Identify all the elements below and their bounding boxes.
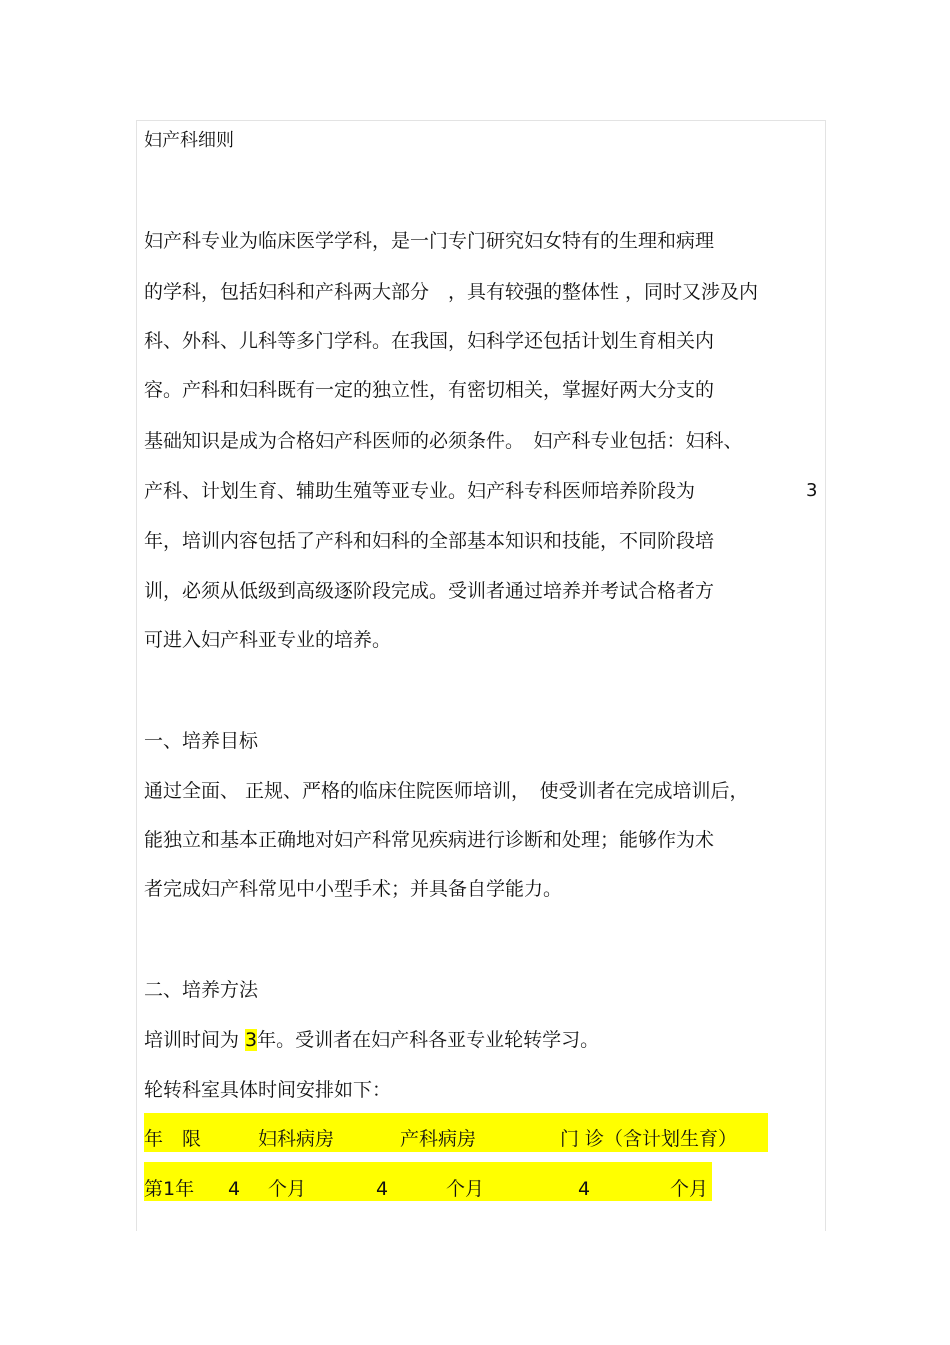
section2-line-2: 轮转科室具体时间安排如下：	[144, 1079, 392, 1101]
section1-line-1: 通过全面、 正规、严格的临床住院医师培训， 使受训者在完成培训后，	[144, 780, 749, 802]
section2-line-1-pre: 培训时间为	[144, 1029, 246, 1051]
intro-line-7: 年，培训内容包括了产科和妇科的全部基本知识和技能，不同阶段培	[144, 530, 715, 552]
section2-line-1-post: 年。受训者在妇产科各亚专业轮转学习。	[257, 1029, 600, 1051]
intro-line-6: 产科、计划生育、辅助生殖等亚专业。妇产科专科医师培养阶段为	[144, 480, 696, 502]
document-title: 妇产科细则	[144, 130, 234, 151]
table-cell-gyn-unit: 个月	[268, 1178, 307, 1200]
section2-heading: 二、培养方法	[144, 979, 259, 1001]
intro-line-5: 基础知识是成为合格妇产科医师的必须条件。 妇产科专业包括：妇科、	[144, 430, 743, 452]
intro-line-3: 科、外科、儿科等多门学科。在我国，妇科学还包括计划生育相关内	[144, 330, 715, 352]
section1-line-3: 者完成妇产科常见中小型手术；并具备自学能力。	[144, 878, 563, 900]
intro-line-1: 妇产科专业为临床医学学科，是一门专门研究妇女特有的生理和病理	[144, 230, 715, 252]
intro-years-number: 3	[806, 480, 818, 501]
intro-line-2: 的学科，包括妇科和产科两大部分 ，具有较强的整体性 ，同时又涉及内	[144, 281, 759, 303]
highlighted-years: 3	[245, 1029, 258, 1051]
intro-line-4: 容。产科和妇科既有一定的独立性，有密切相关，掌握好两大分支的	[144, 379, 715, 401]
table-header-gynecology-ward: 妇科病房	[258, 1128, 335, 1150]
table-header-obstetrics-ward: 产科病房	[400, 1128, 477, 1150]
section1-line-2: 能独立和基本正确地对妇产科常见疾病进行诊断和处理；能够作为术	[144, 829, 715, 851]
table-cell-gyn-value: 4	[228, 1178, 241, 1200]
table-header-year: 年 限	[144, 1128, 202, 1150]
section2-line-1	[144, 1027, 599, 1053]
table-cell-clinic-unit: 个月	[670, 1178, 709, 1200]
table-cell-obs-unit: 个月	[446, 1178, 485, 1200]
table-header-outpatient: 门 诊（含计划生育）	[560, 1128, 738, 1150]
intro-line-8: 训，必须从低级到高级逐阶段完成。受训者通过培养并考试合格者方	[144, 580, 715, 602]
intro-line-9: 可进入妇产科亚专业的培养。	[144, 629, 392, 651]
table-cell-obs-value: 4	[376, 1178, 389, 1200]
table-cell-clinic-value: 4	[578, 1178, 591, 1200]
table-row-year: 第1年	[144, 1178, 195, 1200]
section1-heading: 一、培养目标	[144, 730, 259, 752]
